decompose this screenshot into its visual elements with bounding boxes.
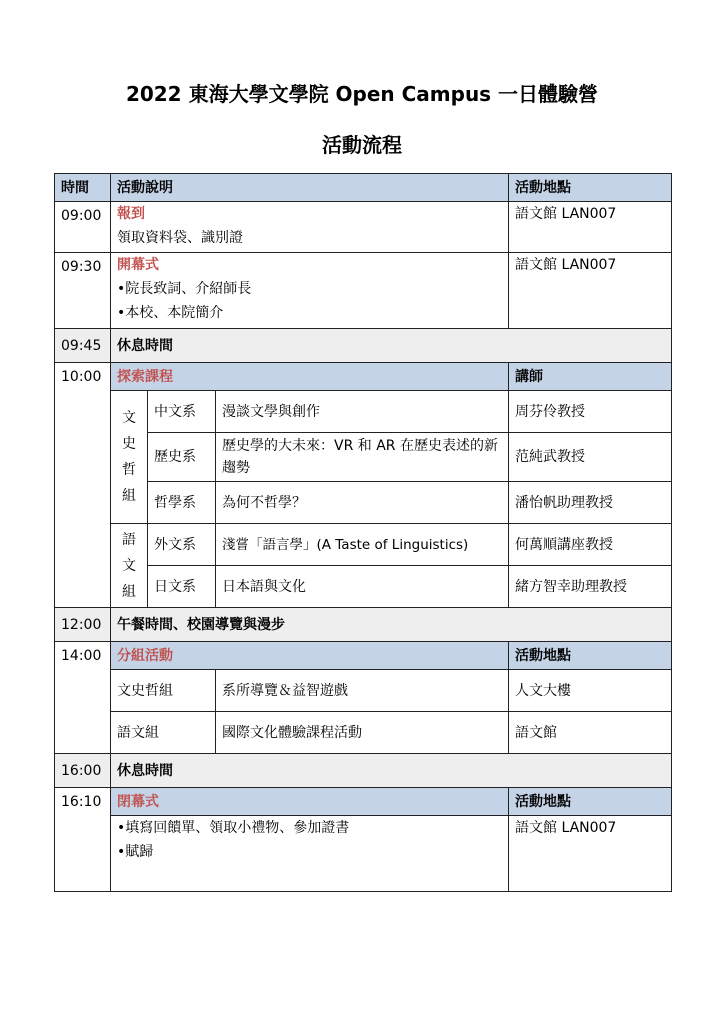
course-topic: 漫談文學與創作 <box>216 391 509 433</box>
group-activity-row <box>55 670 672 712</box>
course-row <box>55 566 672 608</box>
header-desc: 活動說明 <box>111 174 509 202</box>
groups-location-header: 活動地點 <box>509 642 672 670</box>
course-dept: 哲學系 <box>148 482 216 524</box>
activity-location: 語文館 <box>509 712 672 754</box>
opening-item: •院長致詞、介紹師長 <box>117 281 252 297</box>
group-label-literature: 文史哲組 <box>111 391 148 524</box>
course-row <box>55 433 672 482</box>
closing-item: •填寫回饋單、領取小禮物、參加證書 <box>117 820 350 836</box>
course-lecturer: 何萬順講座教授 <box>509 524 672 566</box>
checkin-row <box>55 202 672 253</box>
closing-location: 語文館 LAN007 <box>509 816 672 892</box>
course-topic: 日本語與文化 <box>216 566 509 608</box>
course-row <box>55 524 672 566</box>
time-cell: 16:10 <box>55 788 111 892</box>
checkin-title: 報到 <box>117 206 145 222</box>
header-time: 時間 <box>55 174 111 202</box>
course-dept: 中文系 <box>148 391 216 433</box>
closing-location-header: 活動地點 <box>509 788 672 816</box>
lunch-row <box>55 608 672 642</box>
groups-title: 分組活動 <box>111 642 509 670</box>
closing-detail-row <box>55 816 672 892</box>
activity-name: 國際文化體驗課程活動 <box>216 712 509 754</box>
course-dept: 歷史系 <box>148 433 216 482</box>
course-row <box>55 482 672 524</box>
document-title: 2022 東海大學文學院 Open Campus 一日體驗營 <box>125 82 599 106</box>
document-subtitle: 活動流程 <box>322 133 402 157</box>
course-topic: 為何不哲學？ <box>216 482 509 524</box>
closing-desc <box>111 816 509 892</box>
opening-title: 開幕式 <box>117 257 159 273</box>
course-lecturer: 潘怡帆助理教授 <box>509 482 672 524</box>
break1-row <box>55 329 672 363</box>
break2-label: 休息時間 <box>111 754 672 788</box>
opening-row <box>55 253 672 329</box>
closing-header-row <box>55 788 672 816</box>
closing-item: •賦歸 <box>117 844 154 860</box>
course-topic: 歷史學的大未來：VR 和 AR 在歷史表述的新趨勢 <box>216 433 509 482</box>
course-lecturer: 緒方智幸助理教授 <box>509 566 672 608</box>
course-lecturer: 周芬伶教授 <box>509 391 672 433</box>
course-lecturer: 范純武教授 <box>509 433 672 482</box>
group-label-language: 語文組 <box>111 524 148 608</box>
lecturer-header: 講師 <box>509 363 672 391</box>
schedule-table <box>54 173 672 892</box>
time-cell: 10:00 <box>55 363 111 608</box>
course-row <box>55 391 672 433</box>
header-location: 活動地點 <box>509 174 672 202</box>
header-row <box>55 174 672 202</box>
group-activity-row <box>55 712 672 754</box>
activity-group: 文史哲組 <box>111 670 216 712</box>
time-cell: 09:45 <box>55 329 111 363</box>
course-topic: 淺嘗「語言學」(A Taste of Linguistics) <box>216 524 509 566</box>
time-cell: 14:00 <box>55 642 111 754</box>
time-cell: 16:00 <box>55 754 111 788</box>
courses-header-row <box>55 363 672 391</box>
checkin-desc <box>111 202 509 253</box>
time-cell: 12:00 <box>55 608 111 642</box>
groups-header-row <box>55 642 672 670</box>
course-dept: 外文系 <box>148 524 216 566</box>
opening-item: •本校、本院簡介 <box>117 305 224 321</box>
lunch-label: 午餐時間、校園導覽與漫步 <box>111 608 672 642</box>
checkin-detail: 領取資料袋、識別證 <box>117 230 243 246</box>
time-cell: 09:00 <box>55 202 111 253</box>
opening-desc <box>111 253 509 329</box>
checkin-location: 語文館 LAN007 <box>509 202 672 253</box>
break1-label: 休息時間 <box>111 329 672 363</box>
activity-group: 語文組 <box>111 712 216 754</box>
activity-name: 系所導覽＆益智遊戲 <box>216 670 509 712</box>
opening-location: 語文館 LAN007 <box>509 253 672 329</box>
course-dept: 日文系 <box>148 566 216 608</box>
courses-title: 探索課程 <box>111 363 509 391</box>
activity-location: 人文大樓 <box>509 670 672 712</box>
time-cell: 09:30 <box>55 253 111 329</box>
closing-title: 閉幕式 <box>111 788 509 816</box>
break2-row <box>55 754 672 788</box>
